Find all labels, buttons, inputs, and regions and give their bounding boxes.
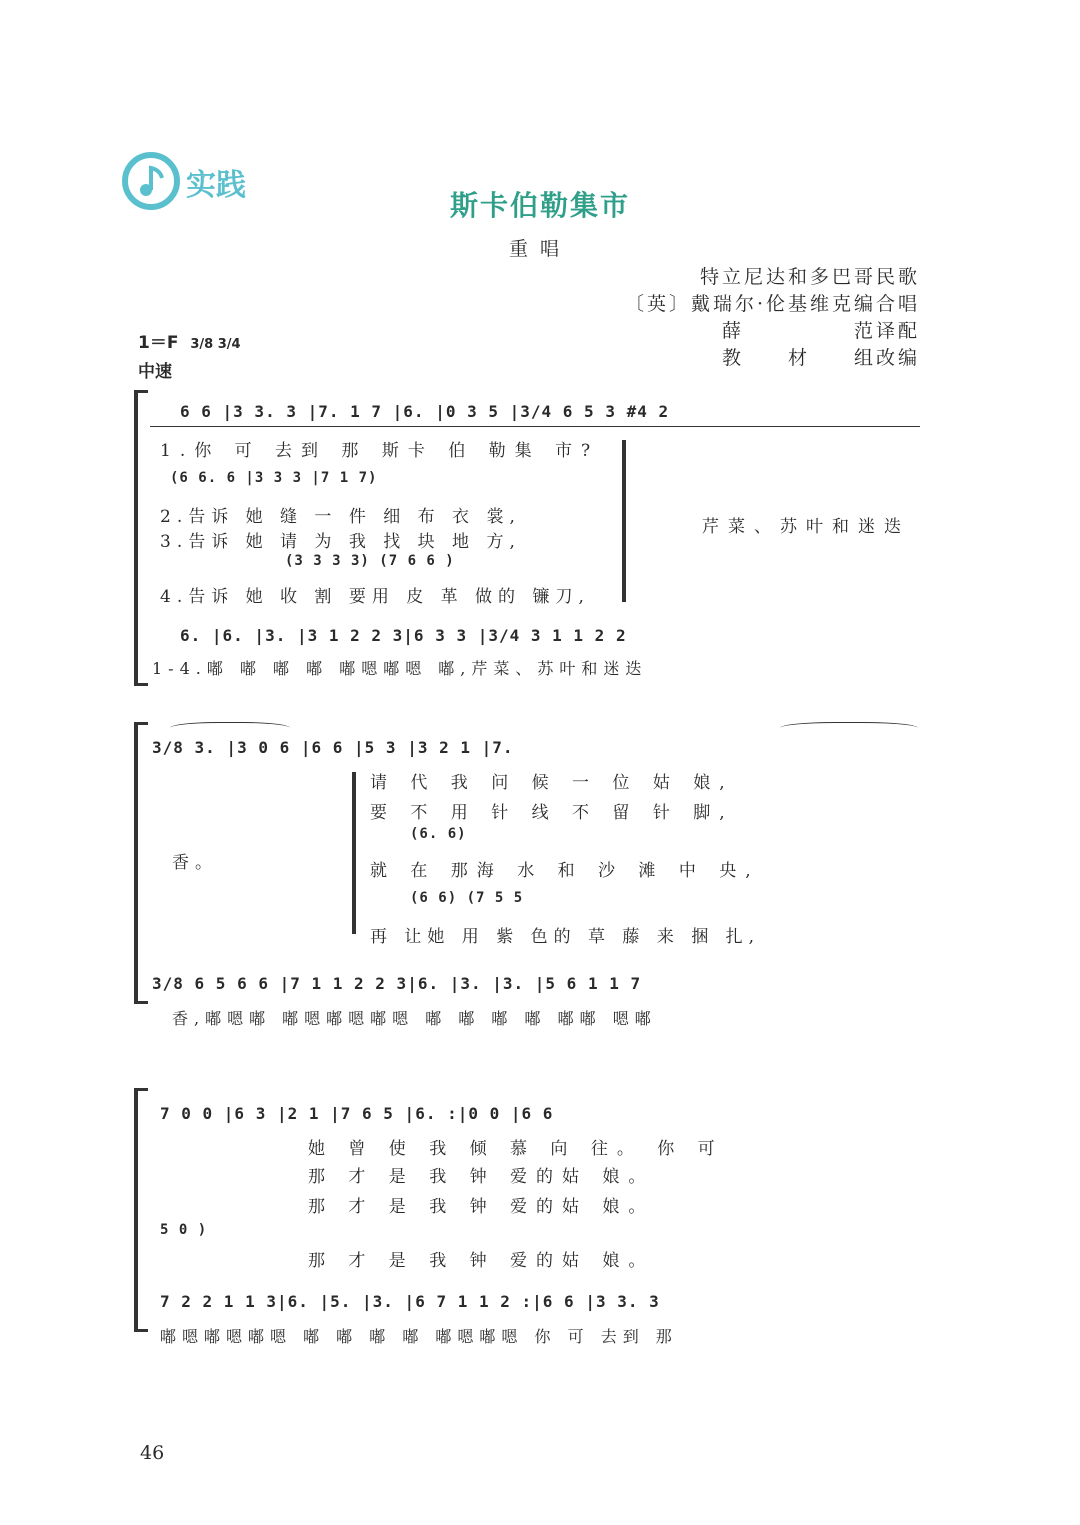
verse-4-alt-notes: 5 0 ) [160,1222,208,1238]
verse-brace [622,440,626,602]
key-signature [138,328,241,353]
lyric-verse-1: 1.你 可 去到 那 斯卡 伯 勒集 市? [160,441,600,461]
lyric-right-phrase: 芹菜、苏叶和迷迭 [702,517,910,537]
lyric-verse-4: 4.告诉 她 收 割 要用 皮 革 做的 镰刀, [160,587,590,607]
credit-translator: 薛 范译配 [721,320,920,342]
section-badge: 实践 [186,168,246,203]
lower-voice-notes: 7 2 2 1 1 3|6. |5. |3. |6 7 1 1 2 :|6 6 |3 3. 3 [160,1292,660,1311]
lower-voice-lyric: 香,嘟嗯嘟 嘟嗯嘟嗯嘟嗯 嘟 嘟 嘟 嘟 嘟嘟 嗯嘟 [172,1009,657,1028]
tie-arc [780,722,918,737]
verse-3-alt-notes: (6. 6) [410,826,467,842]
song-title: 斯卡伯勒集市 [449,189,630,222]
lyric-xiang: 香。 [172,853,218,873]
time-signature: 3/8 3/4 [190,337,241,352]
verse-2-alt-notes: (6 6. 6 |3 3 3 |7 1 7) [170,470,378,486]
lyric-verse-2: 那 才 是 我 钟 爱的姑 娘。 [308,1167,655,1187]
lyric-verse-4: 那 才 是 我 钟 爱的姑 娘。 [308,1251,655,1271]
lower-voice-notes: 6. |6. |3. |3 1 2 2 3|6 3 3 |3/4 3 1 1 2 2 [180,626,627,645]
credit-origin: 特立尼达和多巴哥民歌 [699,266,920,288]
upper-voice-notes: 6 6 |3 3. 3 |7. 1 7 |6. |0 3 5 |3/4 6 5 3 #4 2 [180,402,670,421]
song-subtitle: 重唱 [508,238,571,260]
page-number: 46 [140,1442,165,1464]
system-bracket [134,1088,148,1332]
upper-voice-notes: 7 0 0 |6 3 |2 1 |7 6 5 |6. :|0 0 |6 6 [160,1104,554,1123]
lyric-verse-1: 她 曾 使 我 倾 慕 向 往。 你 可 [308,1139,724,1159]
lyric-verse-3: 就 在 那海 水 和 沙 滩 中 央, [370,861,760,881]
tie-arc [170,722,290,737]
lower-voice-notes: 3/8 6 5 6 6 |7 1 1 2 2 3|6. |3. |3. |5 6 1 1 7 [152,974,642,993]
lyric-verse-1: 请 代 我 问 候 一 位 姑 娘, [370,773,734,793]
credit-arranger: 〔英〕戴瑞尔·伦基维克编合唱 [624,293,920,315]
lyric-verse-3: 那 才 是 我 钟 爱的姑 娘。 [308,1197,655,1217]
verse-4-alt-notes: (6 6) (7 5 5 [410,890,524,906]
verse-4-alt-notes: (3 3 3 3) (7 6 6 ) [285,553,455,569]
lyric-verse-2: 2.告诉 她 缝 一 件 细 布 衣 裳, [160,507,521,527]
staff-line-upper [150,426,920,427]
system-bracket [134,722,148,1004]
key-label: 1＝F [138,333,179,353]
lyric-verse-2: 要 不 用 针 线 不 留 针 脚, [370,803,734,823]
system-bracket [134,390,148,686]
credit-adapter: 教 材 组改编 [721,347,920,369]
tempo-marking: 中速 [138,362,172,382]
lyric-verse-3: 3.告诉 她 请 为 我 找 块 地 方, [160,532,521,552]
upper-voice-notes: 3/8 3. |3 0 6 |6 6 |5 3 |3 2 1 |7. [152,738,514,757]
lyric-verse-4: 再 让她 用 紫 色的 草 藤 来 捆 扎, [370,927,761,947]
lower-voice-lyric: 1-4.嘟 嘟 嘟 嘟 嘟嗯嘟嗯 嘟,芹菜、苏叶和迷迭 [152,659,648,678]
verse-brace [352,772,356,934]
lower-voice-lyric: 嘟嗯嘟嗯嘟嗯 嘟 嘟 嘟 嘟 嘟嗯嘟嗯 你 可 去到 那 [160,1327,678,1346]
